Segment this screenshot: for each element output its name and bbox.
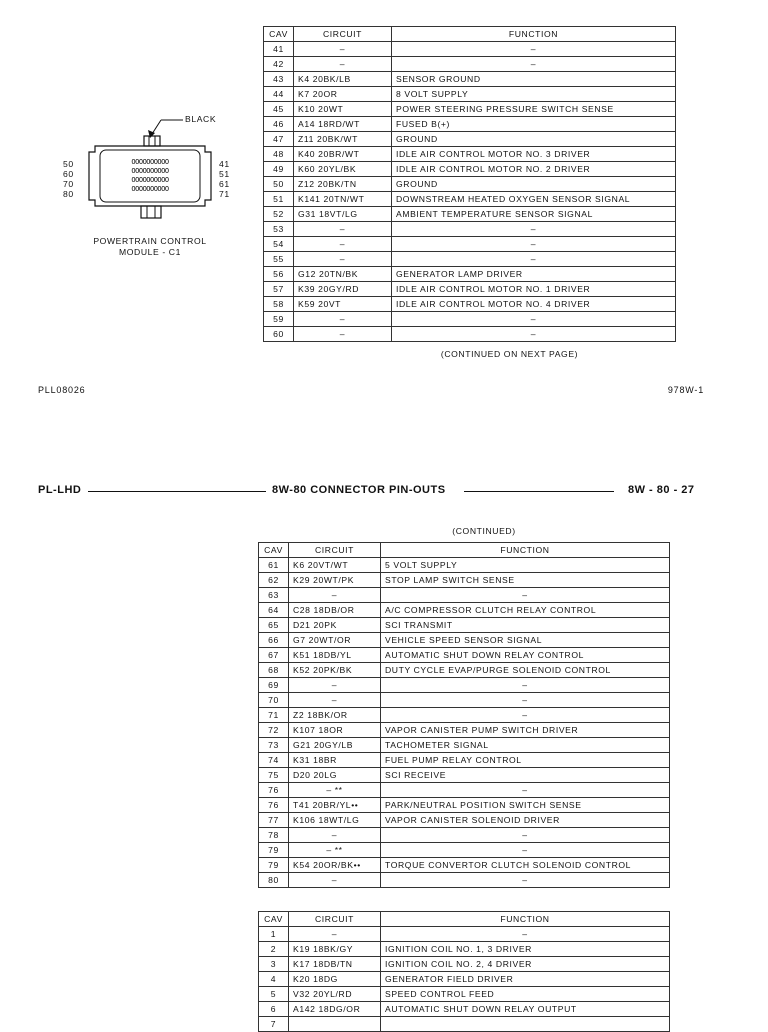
function-cell: – xyxy=(381,708,670,723)
function-cell: 5 VOLT SUPPLY xyxy=(381,558,670,573)
cav-cell: 76 xyxy=(259,783,289,798)
table-row xyxy=(259,678,670,693)
cav-cell: 48 xyxy=(264,147,294,162)
circuit-cell: – ** xyxy=(289,783,381,798)
cav-cell: 5 xyxy=(259,987,289,1002)
function-header: FUNCTION xyxy=(381,912,670,927)
circuit-cell: – xyxy=(289,873,381,888)
pin-row: OOOOOOOOOO xyxy=(131,176,169,184)
function-cell: – xyxy=(392,57,676,72)
table-row xyxy=(259,927,670,942)
circuit-cell: K141 20TN/WT xyxy=(294,192,392,207)
function-cell: IDLE AIR CONTROL MOTOR NO. 4 DRIVER xyxy=(392,297,676,312)
cav-cell: 77 xyxy=(259,813,289,828)
function-cell: VEHICLE SPEED SENSOR SIGNAL xyxy=(381,633,670,648)
table-row xyxy=(259,1017,670,1032)
function-cell: VAPOR CANISTER SOLENOID DRIVER xyxy=(381,813,670,828)
function-cell: – xyxy=(392,312,676,327)
circuit-cell: A142 18DG/OR xyxy=(289,1002,381,1017)
pin-number: 70 xyxy=(63,179,74,189)
table-row xyxy=(264,267,676,282)
cav-cell: 44 xyxy=(264,87,294,102)
page-header-title: 8W-80 CONNECTOR PIN-OUTS xyxy=(272,484,446,496)
cav-cell: 73 xyxy=(259,738,289,753)
circuit-cell: K4 20BK/LB xyxy=(294,72,392,87)
cav-cell: 76 xyxy=(259,798,289,813)
pinout-table-c1-part2 xyxy=(258,542,670,888)
pin-number: 61 xyxy=(219,179,230,189)
cav-cell: 79 xyxy=(259,858,289,873)
cav-cell: 80 xyxy=(259,873,289,888)
circuit-cell: K39 20GY/RD xyxy=(294,282,392,297)
left-pin-numbers xyxy=(63,159,74,199)
cav-cell: 59 xyxy=(264,312,294,327)
cav-cell: 61 xyxy=(259,558,289,573)
function-cell: – xyxy=(392,222,676,237)
circuit-cell: – ** xyxy=(289,843,381,858)
table-row xyxy=(264,162,676,177)
page-header-left: PL-LHD xyxy=(38,484,82,496)
circuit-cell: G7 20WT/OR xyxy=(289,633,381,648)
circuit-cell: K31 18BR xyxy=(289,753,381,768)
function-cell: – xyxy=(381,927,670,942)
cav-cell: 62 xyxy=(259,573,289,588)
function-cell: VAPOR CANISTER PUMP SWITCH DRIVER xyxy=(381,723,670,738)
circuit-header: CIRCUIT xyxy=(289,912,381,927)
function-cell: – xyxy=(381,678,670,693)
function-header: FUNCTION xyxy=(381,543,670,558)
cav-cell: 43 xyxy=(264,72,294,87)
circuit-cell: G21 20GY/LB xyxy=(289,738,381,753)
connector-color-label: BLACK xyxy=(185,114,217,124)
figure-code-left: PLL08026 xyxy=(38,385,86,395)
pinout-table-c1-part1 xyxy=(263,26,676,342)
cav-cell: 78 xyxy=(259,828,289,843)
function-cell: STOP LAMP SWITCH SENSE xyxy=(381,573,670,588)
header-rule-left xyxy=(88,491,266,492)
function-cell: – xyxy=(392,252,676,267)
function-cell: AMBIENT TEMPERATURE SENSOR SIGNAL xyxy=(392,207,676,222)
pin-number: 71 xyxy=(219,189,230,199)
circuit-cell: K107 18OR xyxy=(289,723,381,738)
function-cell: IGNITION COIL NO. 2, 4 DRIVER xyxy=(381,957,670,972)
table-row xyxy=(259,738,670,753)
table-row xyxy=(264,117,676,132)
pin-number: 50 xyxy=(63,159,74,169)
circuit-cell: D20 20LG xyxy=(289,768,381,783)
circuit-cell: K54 20OR/BK•• xyxy=(289,858,381,873)
table-row xyxy=(259,663,670,678)
function-header: FUNCTION xyxy=(392,27,676,42)
table-row xyxy=(259,573,670,588)
cav-cell: 49 xyxy=(264,162,294,177)
cav-cell: 53 xyxy=(264,222,294,237)
circuit-cell: Z2 18BK/OR xyxy=(289,708,381,723)
table-row xyxy=(264,237,676,252)
cav-cell: 47 xyxy=(264,132,294,147)
cav-cell: 64 xyxy=(259,603,289,618)
cav-cell: 51 xyxy=(264,192,294,207)
table-row xyxy=(259,633,670,648)
table-row xyxy=(264,102,676,117)
circuit-cell: Z12 20BK/TN xyxy=(294,177,392,192)
cav-cell: 65 xyxy=(259,618,289,633)
pin-row: OOOOOOOOOO xyxy=(131,185,169,193)
circuit-cell: – xyxy=(289,588,381,603)
circuit-cell: K59 20VT xyxy=(294,297,392,312)
cav-cell: 72 xyxy=(259,723,289,738)
circuit-cell: V32 20YL/RD xyxy=(289,987,381,1002)
function-cell: – xyxy=(392,237,676,252)
circuit-cell: – xyxy=(289,693,381,708)
pin-row: OOOOOOOOOO xyxy=(131,167,169,175)
circuit-cell: T41 20BR/YL•• xyxy=(289,798,381,813)
cav-header: CAV xyxy=(259,912,289,927)
table-row xyxy=(259,708,670,723)
function-cell: GROUND xyxy=(392,132,676,147)
circuit-cell: G12 20TN/BK xyxy=(294,267,392,282)
figure-code-right: 978W-1 xyxy=(667,385,704,395)
cav-cell: 1 xyxy=(259,927,289,942)
table-row xyxy=(259,693,670,708)
circuit-cell: – xyxy=(294,327,392,342)
function-cell: IDLE AIR CONTROL MOTOR NO. 2 DRIVER xyxy=(392,162,676,177)
cav-header: CAV xyxy=(259,543,289,558)
cav-cell: 75 xyxy=(259,768,289,783)
table-row xyxy=(264,312,676,327)
table-row xyxy=(264,147,676,162)
function-cell xyxy=(381,1017,670,1032)
table-row xyxy=(264,87,676,102)
cav-cell: 71 xyxy=(259,708,289,723)
cav-cell: 67 xyxy=(259,648,289,663)
function-cell: GENERATOR LAMP DRIVER xyxy=(392,267,676,282)
cav-cell: 79 xyxy=(259,843,289,858)
table-row xyxy=(259,783,670,798)
pin-row: OOOOOOOOOO xyxy=(131,158,169,166)
function-cell: AUTOMATIC SHUT DOWN RELAY CONTROL xyxy=(381,648,670,663)
pin-number: 80 xyxy=(63,189,74,199)
circuit-cell: K29 20WT/PK xyxy=(289,573,381,588)
table-row xyxy=(259,753,670,768)
table-header-row xyxy=(259,543,670,558)
pin-grid xyxy=(110,158,190,194)
connector-caption xyxy=(70,236,230,258)
table-row xyxy=(264,297,676,312)
table-row xyxy=(259,723,670,738)
circuit-cell: – xyxy=(294,312,392,327)
table-row xyxy=(259,813,670,828)
cav-cell: 4 xyxy=(259,972,289,987)
circuit-cell: D21 20PK xyxy=(289,618,381,633)
cav-cell: 74 xyxy=(259,753,289,768)
function-cell: SCI TRANSMIT xyxy=(381,618,670,633)
circuit-cell xyxy=(289,1017,381,1032)
continued-label: (CONTINUED) xyxy=(452,526,516,536)
table-row xyxy=(264,282,676,297)
table-row xyxy=(259,873,670,888)
pin-number: 60 xyxy=(63,169,74,179)
page-header-page-number: 8W - 80 - 27 xyxy=(628,484,695,496)
table-row xyxy=(259,648,670,663)
right-pin-numbers xyxy=(219,159,230,199)
table-row xyxy=(259,1002,670,1017)
table-row xyxy=(259,588,670,603)
circuit-cell: Z11 20BK/WT xyxy=(294,132,392,147)
circuit-header: CIRCUIT xyxy=(289,543,381,558)
table-row xyxy=(264,192,676,207)
function-cell: IDLE AIR CONTROL MOTOR NO. 3 DRIVER xyxy=(392,147,676,162)
table-row xyxy=(259,957,670,972)
function-cell: DUTY CYCLE EVAP/PURGE SOLENOID CONTROL xyxy=(381,663,670,678)
function-cell: DOWNSTREAM HEATED OXYGEN SENSOR SIGNAL xyxy=(392,192,676,207)
circuit-cell: K52 20PK/BK xyxy=(289,663,381,678)
circuit-cell: – xyxy=(294,57,392,72)
table-row xyxy=(259,972,670,987)
circuit-cell: – xyxy=(294,42,392,57)
circuit-cell: – xyxy=(294,237,392,252)
cav-cell: 45 xyxy=(264,102,294,117)
function-cell: – xyxy=(381,873,670,888)
table-row xyxy=(264,327,676,342)
cav-cell: 66 xyxy=(259,633,289,648)
table-row xyxy=(259,843,670,858)
table-row xyxy=(259,942,670,957)
circuit-cell: K60 20YL/BK xyxy=(294,162,392,177)
function-cell: AUTOMATIC SHUT DOWN RELAY OUTPUT xyxy=(381,1002,670,1017)
cav-cell: 50 xyxy=(264,177,294,192)
circuit-cell: C28 18DB/OR xyxy=(289,603,381,618)
cav-header: CAV xyxy=(264,27,294,42)
cav-cell: 3 xyxy=(259,957,289,972)
cav-cell: 41 xyxy=(264,42,294,57)
function-cell: – xyxy=(381,843,670,858)
function-cell: SCI RECEIVE xyxy=(381,768,670,783)
cav-cell: 60 xyxy=(264,327,294,342)
cav-cell: 55 xyxy=(264,252,294,267)
table-row xyxy=(264,177,676,192)
cav-cell: 69 xyxy=(259,678,289,693)
cav-cell: 42 xyxy=(264,57,294,72)
circuit-cell: K106 18WT/LG xyxy=(289,813,381,828)
function-cell: SPEED CONTROL FEED xyxy=(381,987,670,1002)
function-cell: A/C COMPRESSOR CLUTCH RELAY CONTROL xyxy=(381,603,670,618)
cav-cell: 68 xyxy=(259,663,289,678)
circuit-cell: – xyxy=(289,678,381,693)
function-cell: IDLE AIR CONTROL MOTOR NO. 1 DRIVER xyxy=(392,282,676,297)
circuit-cell: K6 20VT/WT xyxy=(289,558,381,573)
table-row xyxy=(264,42,676,57)
circuit-cell: – xyxy=(294,222,392,237)
circuit-cell: K40 20BR/WT xyxy=(294,147,392,162)
table-row xyxy=(259,768,670,783)
function-cell: – xyxy=(381,828,670,843)
pin-number: 51 xyxy=(219,169,230,179)
table-row xyxy=(264,207,676,222)
cav-cell: 58 xyxy=(264,297,294,312)
continued-on-next-page-note: (CONTINUED ON NEXT PAGE) xyxy=(440,349,579,359)
header-rule-right xyxy=(464,491,614,492)
function-cell: IGNITION COIL NO. 1, 3 DRIVER xyxy=(381,942,670,957)
function-cell: – xyxy=(381,783,670,798)
cav-cell: 52 xyxy=(264,207,294,222)
pin-number: 41 xyxy=(219,159,230,169)
circuit-header: CIRCUIT xyxy=(294,27,392,42)
table-row xyxy=(264,72,676,87)
circuit-cell: G31 18VT/LG xyxy=(294,207,392,222)
cav-cell: 56 xyxy=(264,267,294,282)
function-cell: GROUND xyxy=(392,177,676,192)
circuit-cell: K20 18DG xyxy=(289,972,381,987)
circuit-cell: K19 18BK/GY xyxy=(289,942,381,957)
function-cell: TORQUE CONVERTOR CLUTCH SOLENOID CONTROL xyxy=(381,858,670,873)
function-cell: – xyxy=(381,693,670,708)
function-cell: GENERATOR FIELD DRIVER xyxy=(381,972,670,987)
cav-cell: 6 xyxy=(259,1002,289,1017)
table-row xyxy=(259,987,670,1002)
circuit-cell: – xyxy=(294,252,392,267)
function-cell: SENSOR GROUND xyxy=(392,72,676,87)
cav-cell: 2 xyxy=(259,942,289,957)
pinout-table-c2 xyxy=(258,911,670,1032)
table-header-row xyxy=(264,27,676,42)
cav-cell: 63 xyxy=(259,588,289,603)
table-row xyxy=(259,558,670,573)
function-cell: FUEL PUMP RELAY CONTROL xyxy=(381,753,670,768)
cav-cell: 46 xyxy=(264,117,294,132)
cav-cell: 57 xyxy=(264,282,294,297)
function-cell: – xyxy=(392,327,676,342)
table-row xyxy=(259,828,670,843)
function-cell: PARK/NEUTRAL POSITION SWITCH SENSE xyxy=(381,798,670,813)
table-row xyxy=(259,798,670,813)
function-cell: 8 VOLT SUPPLY xyxy=(392,87,676,102)
table-row xyxy=(264,132,676,147)
circuit-cell: – xyxy=(289,828,381,843)
circuit-cell: K10 20WT xyxy=(294,102,392,117)
table-row xyxy=(259,603,670,618)
function-cell: – xyxy=(392,42,676,57)
circuit-cell: A14 18RD/WT xyxy=(294,117,392,132)
circuit-cell: K51 18DB/YL xyxy=(289,648,381,663)
connector-caption-line1: POWERTRAIN CONTROL xyxy=(93,236,207,246)
circuit-cell: – xyxy=(289,927,381,942)
function-cell: TACHOMETER SIGNAL xyxy=(381,738,670,753)
cav-cell: 54 xyxy=(264,237,294,252)
table-row xyxy=(264,252,676,267)
table-row xyxy=(259,618,670,633)
cav-cell: 7 xyxy=(259,1017,289,1032)
function-cell: FUSED B(+) xyxy=(392,117,676,132)
table-row xyxy=(264,57,676,72)
function-cell: – xyxy=(381,588,670,603)
circuit-cell: K7 20OR xyxy=(294,87,392,102)
table-row xyxy=(259,858,670,873)
table-row xyxy=(264,222,676,237)
circuit-cell: K17 18DB/TN xyxy=(289,957,381,972)
cav-cell: 70 xyxy=(259,693,289,708)
function-cell: POWER STEERING PRESSURE SWITCH SENSE xyxy=(392,102,676,117)
table-header-row xyxy=(259,912,670,927)
connector-caption-line2: MODULE - C1 xyxy=(119,247,181,257)
